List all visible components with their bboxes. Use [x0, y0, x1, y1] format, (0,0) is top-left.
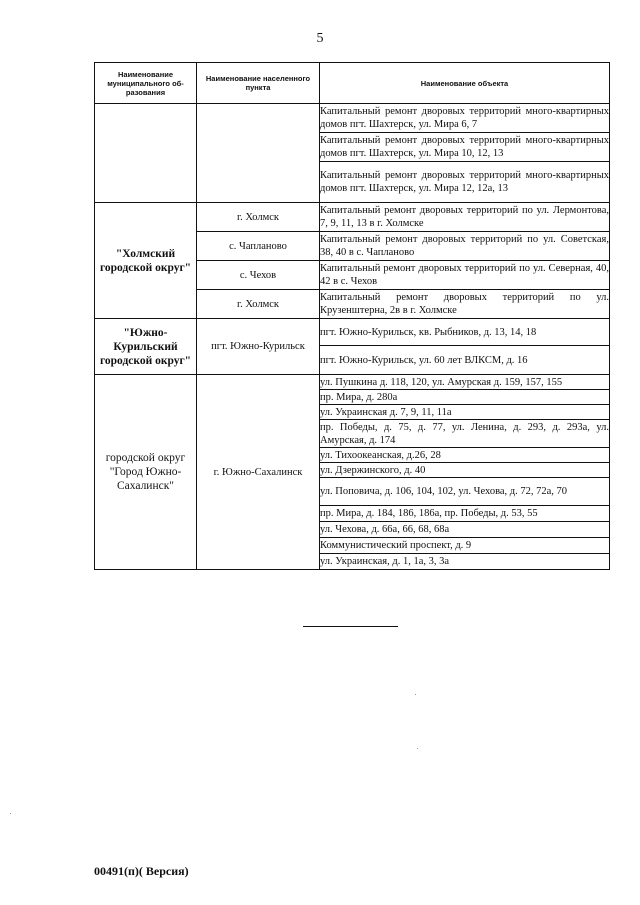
object-cell: Капитальный ремонт дворовых территорий много-квартирных домов пгт. Шахтерск, ул. Мира 6, 7: [320, 104, 610, 133]
object-cell: ул. Чехова, д. 66а, 66, 68, 68а: [320, 522, 610, 538]
object-cell: Капитальный ремонт дворовых территорий много-квартирных домов пгт. Шахтерск, ул. Мира 10, 12, 13: [320, 133, 610, 162]
object-cell: ул. Тихоокеанская, д.26, 28: [320, 448, 610, 463]
object-cell: пр. Победы, д. 75, д. 77, ул. Ленина, д. 293, д. 293а, ул. Амурская, д. 174: [320, 421, 609, 446]
document-code: 00491(п)( Версия): [94, 864, 189, 878]
footnote-separator-line: [303, 626, 398, 627]
header-object: Наименование объекта: [320, 63, 610, 104]
settlement-cell: г. Южно-Сахалинск: [197, 375, 320, 570]
object-cell: ул. Пушкина д. 118, 120, ул. Амурская д. 159, 157, 155: [320, 375, 610, 390]
scan-speck: [10, 813, 11, 814]
object-cell: Капитальный ремонт дворовых территорий по ул. Крузенштерна, 2в в г. Холмске: [320, 290, 610, 319]
object-cell: ул. Украинская, д. 1, 1а, 3, 3а: [320, 554, 610, 570]
object-cell: Капитальный ремонт дворовых территорий по ул. Северная, 40, 42 в с. Чехов: [320, 261, 610, 290]
page-number: 5: [316, 31, 324, 46]
header-settlement: Наименование населенного пункта: [197, 63, 320, 104]
municipality-cell: городской округ "Город Южно-Сахалинск": [95, 375, 197, 570]
object-cell: пр. Мира, д. 280а: [320, 390, 610, 405]
settlement-cell: г. Холмск: [197, 290, 320, 319]
header-municipality: Наименование муниципального об-разования: [95, 63, 197, 104]
table-row: [95, 104, 610, 133]
object-cell: пгт. Южно-Курильск, кв. Рыбников, д. 13, 14, 18: [320, 319, 610, 346]
settlement-cell: г. Холмск: [197, 203, 320, 232]
scan-speck: [417, 748, 418, 749]
table-row: [95, 375, 610, 390]
object-cell: Капитальный ремонт дворовых территорий много-квартирных домов пгт. Шахтерск, ул. Мира 12, 12а, 13: [320, 162, 610, 203]
objects-table: [94, 62, 610, 570]
object-cell: Капитальный ремонт дворовых территорий по ул. Советская, 38, 40 в с. Чапланово: [320, 232, 610, 261]
settlement-cell: пгт. Южно-Курильск: [197, 319, 320, 375]
settlement-cell: с. Чапланово: [197, 232, 320, 261]
municipality-cell: [95, 104, 197, 203]
object-cell: Коммунистический проспект, д. 9: [320, 538, 610, 554]
table-row: [95, 203, 610, 232]
table-header-row: [95, 63, 610, 104]
object-cell: ул. Поповича, д. 106, 104, 102, ул. Чехова, д. 72, 72а, 70: [320, 478, 610, 506]
object-cell: пр. Мира, д. 184, 186, 186а, пр. Победы, д. 53, 55: [320, 506, 610, 522]
scan-speck: [415, 694, 416, 695]
object-cell: ул. Дзержинского, д. 40: [320, 463, 610, 478]
object-cell: Капитальный ремонт дворовых территорий по ул. Лермонтова, 7, 9, 11, 13 в г. Холмске: [320, 203, 610, 232]
settlement-cell: с. Чехов: [197, 261, 320, 290]
municipality-cell: "Южно-Курильский городской округ": [95, 319, 197, 375]
table-row: [95, 319, 610, 346]
municipality-cell: "Холмский городской округ": [95, 203, 197, 319]
object-cell: пгт. Южно-Курильск, ул. 60 лет ВЛКСМ, д. 16: [320, 346, 610, 375]
settlement-cell: [197, 104, 320, 203]
object-cell: ул. Украинская д. 7, 9, 11, 11а: [320, 405, 610, 420]
